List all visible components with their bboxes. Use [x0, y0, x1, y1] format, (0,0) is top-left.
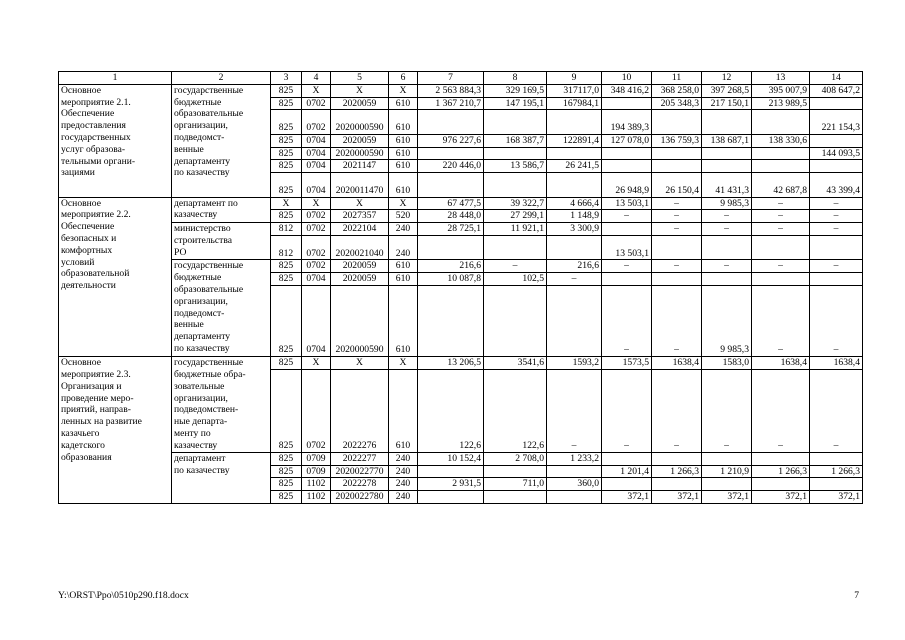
year-2020-cell: 167984,1 — [547, 97, 602, 110]
year-2021-cell: 1 201,4 — [602, 465, 652, 478]
year-2019-cell — [484, 110, 547, 134]
year-2021-cell — [602, 478, 652, 491]
csr-cell: 2020059 — [331, 97, 389, 110]
year-2019-cell — [484, 491, 547, 504]
header-cell: 13 — [752, 72, 810, 85]
year-2020-cell: – — [547, 369, 602, 452]
year-2022-cell: 136 759,3 — [652, 134, 702, 147]
header-cell: 14 — [810, 72, 863, 85]
grbs-cell: 825 — [271, 84, 302, 97]
year-2019-cell: 122,6 — [484, 369, 547, 452]
year-2019-cell — [484, 147, 547, 160]
year-2023-cell: 217 150,1 — [702, 97, 752, 110]
year-2021-cell: – — [602, 210, 652, 223]
year-2023-cell: 372,1 — [702, 491, 752, 504]
csr-cell: 2022278 — [331, 478, 389, 491]
grbs-cell: 825 — [271, 285, 302, 356]
year-2025-cell — [810, 97, 863, 110]
year-2019-cell — [484, 285, 547, 356]
year-2024-cell: – — [752, 197, 810, 210]
csr-cell: 2022277 — [331, 452, 389, 465]
vr-cell: 240 — [389, 465, 418, 478]
header-cell: 6 — [389, 72, 418, 85]
executor-cell: государственные бюджетные обра- зовательные организации, подведомствен- ные департа- менту по казачеству — [172, 357, 271, 453]
year-2022-cell: – — [652, 210, 702, 223]
year-2025-cell: 372,1 — [810, 491, 863, 504]
year-2024-cell: – — [752, 285, 810, 356]
year-2024-cell — [752, 478, 810, 491]
vr-cell: X — [389, 197, 418, 210]
year-2024-cell: 1 266,3 — [752, 465, 810, 478]
header-cell: 5 — [331, 72, 389, 85]
year-2025-cell — [810, 235, 863, 259]
grbs-cell: 825 — [271, 357, 302, 370]
year-2022-cell — [652, 160, 702, 173]
year-2022-cell — [652, 110, 702, 134]
vr-cell: 610 — [389, 97, 418, 110]
year-2019-cell: 13 586,7 — [484, 160, 547, 173]
year-2020-cell: 3 300,9 — [547, 223, 602, 236]
total-cell: 2 931,5 — [418, 478, 484, 491]
header-cell: 12 — [702, 72, 752, 85]
year-2024-cell — [752, 235, 810, 259]
year-2022-cell: – — [652, 197, 702, 210]
header-row — [59, 72, 863, 85]
vr-cell: 610 — [389, 285, 418, 356]
year-2025-cell — [810, 452, 863, 465]
year-2021-cell: 1573,5 — [602, 357, 652, 370]
year-2020-cell — [547, 110, 602, 134]
grbs-cell: 812 — [271, 223, 302, 236]
total-cell: 122,6 — [418, 369, 484, 452]
csr-cell: 2020021040 — [331, 235, 389, 259]
year-2021-cell: 348 416,2 — [602, 84, 652, 97]
total-cell: 13 206,5 — [418, 357, 484, 370]
year-2023-cell: – — [702, 369, 752, 452]
year-2019-cell — [484, 465, 547, 478]
grbs-cell: 825 — [271, 369, 302, 452]
year-2022-cell: 368 258,0 — [652, 84, 702, 97]
header-cell: 8 — [484, 72, 547, 85]
year-2021-cell — [602, 147, 652, 160]
vr-cell: 610 — [389, 160, 418, 173]
year-2022-cell: – — [652, 369, 702, 452]
grbs-cell: 825 — [271, 173, 302, 197]
year-2020-cell — [547, 173, 602, 197]
csr-cell: 2021147 — [331, 160, 389, 173]
year-2020-cell: 1 148,9 — [547, 210, 602, 223]
year-2023-cell: 41 431,3 — [702, 173, 752, 197]
header-cell: 3 — [271, 72, 302, 85]
year-2024-cell: 42 687,8 — [752, 173, 810, 197]
grbs-cell: 825 — [271, 210, 302, 223]
csr-cell: X — [331, 357, 389, 370]
year-2022-cell: 26 150,4 — [652, 173, 702, 197]
total-cell: 67 477,5 — [418, 197, 484, 210]
grbs-cell: 825 — [271, 160, 302, 173]
year-2020-cell: 26 241,5 — [547, 160, 602, 173]
vr-cell: 610 — [389, 260, 418, 273]
year-2019-cell: 329 169,5 — [484, 84, 547, 97]
year-2020-cell — [547, 465, 602, 478]
csr-cell: 2020000590 — [331, 285, 389, 356]
rzpr-cell: 0702 — [302, 110, 331, 134]
year-2019-cell: 168 387,7 — [484, 134, 547, 147]
year-2019-cell: 147 195,1 — [484, 97, 547, 110]
year-2023-cell — [702, 147, 752, 160]
rzpr-cell: 0704 — [302, 285, 331, 356]
year-2024-cell — [752, 273, 810, 286]
year-2020-cell: 1 233,2 — [547, 452, 602, 465]
grbs-cell: 825 — [271, 273, 302, 286]
total-cell: 1 367 210,7 — [418, 97, 484, 110]
rzpr-cell: 0709 — [302, 465, 331, 478]
year-2025-cell: – — [810, 369, 863, 452]
total-cell — [418, 235, 484, 259]
year-2022-cell: 1638,4 — [652, 357, 702, 370]
year-2021-cell: – — [602, 285, 652, 356]
vr-cell: 610 — [389, 369, 418, 452]
total-cell — [418, 491, 484, 504]
executor-cell: государственные бюджетные образовательные организации, подведомст- венные департаменту по казачеству — [172, 84, 271, 197]
rzpr-cell: 0702 — [302, 260, 331, 273]
year-2020-cell — [547, 147, 602, 160]
rzpr-cell: 0702 — [302, 97, 331, 110]
year-2024-cell: 372,1 — [752, 491, 810, 504]
year-2023-cell: – — [702, 210, 752, 223]
year-2023-cell — [702, 160, 752, 173]
year-2021-cell — [602, 452, 652, 465]
year-2024-cell — [752, 147, 810, 160]
year-2022-cell: 205 348,3 — [652, 97, 702, 110]
year-2020-cell: 360,0 — [547, 478, 602, 491]
table-row — [59, 357, 863, 370]
year-2023-cell: – — [702, 223, 752, 236]
csr-cell: 2027357 — [331, 210, 389, 223]
total-cell — [418, 285, 484, 356]
year-2021-cell — [602, 223, 652, 236]
total-cell: 976 227,6 — [418, 134, 484, 147]
rzpr-cell: 0702 — [302, 369, 331, 452]
year-2022-cell — [652, 235, 702, 259]
header-cell: 10 — [602, 72, 652, 85]
year-2019-cell: – — [484, 260, 547, 273]
grbs-cell: 825 — [271, 147, 302, 160]
year-2023-cell — [702, 478, 752, 491]
year-2023-cell — [702, 273, 752, 286]
measure-2-2-name: Основное мероприятие 2.2. Обеспечение безопасных и комфортных условий образовательной деятельности — [59, 197, 172, 357]
grbs-cell: 825 — [271, 110, 302, 134]
year-2025-cell — [810, 478, 863, 491]
vr-cell: X — [389, 357, 418, 370]
rzpr-cell: X — [302, 84, 331, 97]
year-2019-cell: 27 299,1 — [484, 210, 547, 223]
grbs-cell: X — [271, 197, 302, 210]
year-2021-cell: 13 503,1 — [602, 235, 652, 259]
table-row — [59, 452, 863, 465]
grbs-cell: 812 — [271, 235, 302, 259]
year-2021-cell: 194 389,3 — [602, 110, 652, 134]
year-2020-cell: 216,6 — [547, 260, 602, 273]
grbs-cell: 825 — [271, 452, 302, 465]
year-2019-cell: 3541,6 — [484, 357, 547, 370]
year-2021-cell: – — [602, 369, 652, 452]
csr-cell: 2020022770 — [331, 465, 389, 478]
year-2024-cell: 395 007,9 — [752, 84, 810, 97]
grbs-cell: 825 — [271, 97, 302, 110]
grbs-cell: 825 — [271, 465, 302, 478]
year-2019-cell: 39 322,7 — [484, 197, 547, 210]
executor-cell: департамент по казачеству — [172, 452, 271, 503]
total-cell: 10 152,4 — [418, 452, 484, 465]
total-cell: 28 448,0 — [418, 210, 484, 223]
year-2021-cell: 372,1 — [602, 491, 652, 504]
year-2022-cell: – — [652, 223, 702, 236]
executor-cell: министерство строительства РО — [172, 223, 271, 260]
vr-cell: 240 — [389, 478, 418, 491]
total-cell: 216,6 — [418, 260, 484, 273]
vr-cell: 240 — [389, 235, 418, 259]
measure-2-1-name: Основное мероприятие 2.1. Обеспечение предоставления государственных услуг образова- тельными органи- зациями — [59, 84, 172, 197]
vr-cell: X — [389, 84, 418, 97]
year-2023-cell: 9 985,3 — [702, 285, 752, 356]
rzpr-cell: 0704 — [302, 160, 331, 173]
rzpr-cell: 0702 — [302, 235, 331, 259]
csr-cell: 2022104 — [331, 223, 389, 236]
year-2025-cell: 221 154,3 — [810, 110, 863, 134]
year-2023-cell: 9 985,3 — [702, 197, 752, 210]
table-row — [59, 223, 863, 236]
rzpr-cell: 0702 — [302, 223, 331, 236]
table-row — [59, 84, 863, 97]
year-2019-cell: 711,0 — [484, 478, 547, 491]
vr-cell: 240 — [389, 452, 418, 465]
rzpr-cell: 0704 — [302, 273, 331, 286]
year-2024-cell: 138 330,6 — [752, 134, 810, 147]
vr-cell: 240 — [389, 223, 418, 236]
year-2025-cell — [810, 273, 863, 286]
total-cell — [418, 147, 484, 160]
year-2021-cell: 13 503,1 — [602, 197, 652, 210]
measure-2-3-name: Основное мероприятие 2.3. Организация и проведение меро- приятий, направ- ленных на развитие казачьего кадетского образования — [59, 357, 172, 504]
vr-cell: 240 — [389, 491, 418, 504]
year-2024-cell — [752, 452, 810, 465]
year-2020-cell: – — [547, 273, 602, 286]
vr-cell: 610 — [389, 147, 418, 160]
year-2019-cell — [484, 235, 547, 259]
header-cell: 2 — [172, 72, 271, 85]
header-cell: 7 — [418, 72, 484, 85]
budget-table — [58, 71, 863, 504]
rzpr-cell: 0704 — [302, 147, 331, 160]
header-cell: 9 — [547, 72, 602, 85]
year-2025-cell: – — [810, 223, 863, 236]
year-2021-cell: 26 948,9 — [602, 173, 652, 197]
year-2020-cell: 122891,4 — [547, 134, 602, 147]
year-2020-cell: 1593,2 — [547, 357, 602, 370]
year-2022-cell: – — [652, 260, 702, 273]
year-2025-cell: – — [810, 210, 863, 223]
header-cell: 1 — [59, 72, 172, 85]
year-2022-cell — [652, 452, 702, 465]
header-cell: 11 — [652, 72, 702, 85]
year-2023-cell: 1 210,9 — [702, 465, 752, 478]
csr-cell: 2020011470 — [331, 173, 389, 197]
csr-cell: 2020059 — [331, 134, 389, 147]
rzpr-cell: 1102 — [302, 478, 331, 491]
year-2025-cell — [810, 160, 863, 173]
year-2021-cell: – — [602, 260, 652, 273]
year-2024-cell — [752, 160, 810, 173]
csr-cell: 2020000590 — [331, 110, 389, 134]
vr-cell: 610 — [389, 273, 418, 286]
year-2025-cell: 43 399,4 — [810, 173, 863, 197]
year-2024-cell: – — [752, 223, 810, 236]
year-2025-cell: – — [810, 197, 863, 210]
year-2019-cell: 102,5 — [484, 273, 547, 286]
executor-cell: департамент по казачеству — [172, 197, 271, 223]
csr-cell: X — [331, 197, 389, 210]
year-2019-cell — [484, 173, 547, 197]
total-cell: 2 563 884,3 — [418, 84, 484, 97]
year-2023-cell: 1583,0 — [702, 357, 752, 370]
year-2023-cell: 138 687,1 — [702, 134, 752, 147]
year-2022-cell — [652, 478, 702, 491]
year-2023-cell — [702, 452, 752, 465]
footer-file-path: Y:\ORST\Ppo\0510p290.f18.docx — [58, 590, 189, 601]
year-2025-cell — [810, 134, 863, 147]
year-2020-cell: 4 666,4 — [547, 197, 602, 210]
rzpr-cell: X — [302, 357, 331, 370]
grbs-cell: 825 — [271, 491, 302, 504]
year-2025-cell: – — [810, 285, 863, 356]
table-row — [59, 260, 863, 273]
year-2019-cell: 2 708,0 — [484, 452, 547, 465]
year-2025-cell: 1638,4 — [810, 357, 863, 370]
year-2022-cell: – — [652, 285, 702, 356]
csr-cell: 2020022780 — [331, 491, 389, 504]
rzpr-cell: 1102 — [302, 491, 331, 504]
total-cell — [418, 173, 484, 197]
year-2023-cell: – — [702, 260, 752, 273]
total-cell — [418, 465, 484, 478]
header-cell: 4 — [302, 72, 331, 85]
rzpr-cell: 0709 — [302, 452, 331, 465]
year-2020-cell: 317117,0 — [547, 84, 602, 97]
rzpr-cell: X — [302, 197, 331, 210]
rzpr-cell: 0704 — [302, 134, 331, 147]
page-number: 7 — [854, 590, 859, 601]
year-2022-cell — [652, 147, 702, 160]
year-2024-cell: 1638,4 — [752, 357, 810, 370]
total-cell — [418, 110, 484, 134]
year-2023-cell — [702, 110, 752, 134]
csr-cell: X — [331, 84, 389, 97]
csr-cell: 2020000590 — [331, 147, 389, 160]
year-2024-cell: – — [752, 210, 810, 223]
rzpr-cell: 0704 — [302, 173, 331, 197]
csr-cell: 2022276 — [331, 369, 389, 452]
year-2024-cell: 213 989,5 — [752, 97, 810, 110]
year-2025-cell: 408 647,2 — [810, 84, 863, 97]
vr-cell: 610 — [389, 134, 418, 147]
year-2021-cell — [602, 273, 652, 286]
year-2025-cell: 144 093,5 — [810, 147, 863, 160]
year-2020-cell — [547, 491, 602, 504]
year-2022-cell: 372,1 — [652, 491, 702, 504]
total-cell: 10 087,8 — [418, 273, 484, 286]
year-2023-cell: 397 268,5 — [702, 84, 752, 97]
vr-cell: 520 — [389, 210, 418, 223]
total-cell: 220 446,0 — [418, 160, 484, 173]
grbs-cell: 825 — [271, 134, 302, 147]
total-cell: 28 725,1 — [418, 223, 484, 236]
vr-cell: 610 — [389, 173, 418, 197]
csr-cell: 2020059 — [331, 273, 389, 286]
year-2021-cell: 127 078,0 — [602, 134, 652, 147]
rzpr-cell: 0702 — [302, 210, 331, 223]
year-2020-cell — [547, 235, 602, 259]
year-2024-cell: – — [752, 369, 810, 452]
table-row — [59, 197, 863, 210]
year-2021-cell — [602, 97, 652, 110]
csr-cell: 2020059 — [331, 260, 389, 273]
grbs-cell: 825 — [271, 478, 302, 491]
year-2024-cell: – — [752, 260, 810, 273]
year-2019-cell: 11 921,1 — [484, 223, 547, 236]
executor-cell: государственные бюджетные образовательные организации, подведомст- венные департаменту по казачеству — [172, 260, 271, 357]
year-2024-cell — [752, 110, 810, 134]
year-2021-cell — [602, 160, 652, 173]
year-2023-cell — [702, 235, 752, 259]
year-2025-cell: – — [810, 260, 863, 273]
grbs-cell: 825 — [271, 260, 302, 273]
year-2022-cell: 1 266,3 — [652, 465, 702, 478]
year-2020-cell — [547, 285, 602, 356]
year-2025-cell: 1 266,3 — [810, 465, 863, 478]
vr-cell: 610 — [389, 110, 418, 134]
year-2022-cell — [652, 273, 702, 286]
